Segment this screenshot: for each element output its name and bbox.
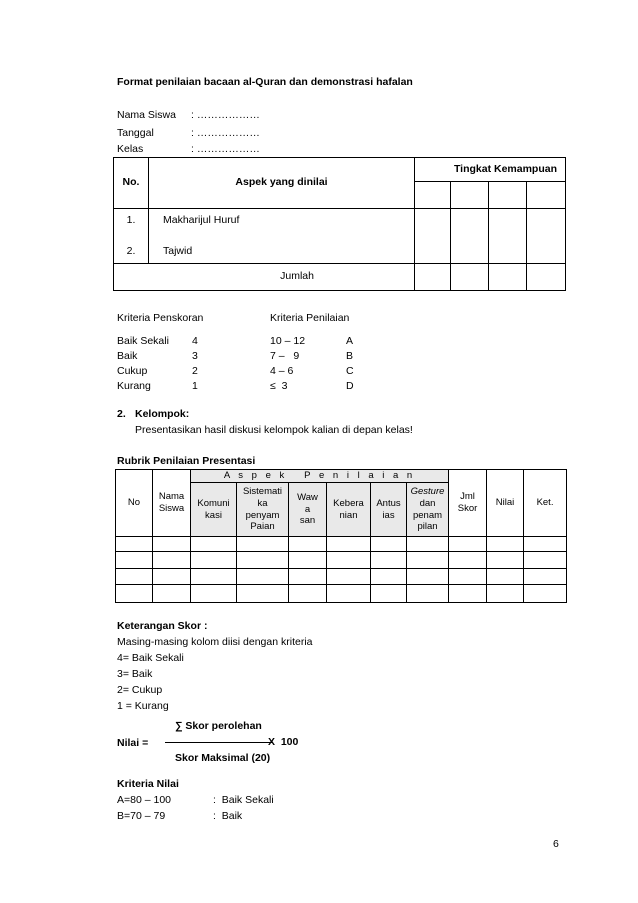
level-cell (489, 209, 527, 264)
level-cell (527, 182, 566, 209)
col-ket-header: Ket. (524, 470, 567, 537)
kriteria-grade: D (346, 380, 354, 392)
nilai-range: A=80 – 100 (117, 794, 172, 806)
kriteria-label: Baik (117, 350, 138, 362)
col-jml-line: Jml (460, 491, 475, 503)
aspek-line: Waw (297, 491, 318, 503)
table-row (116, 537, 567, 552)
kriteria-grade: B (346, 350, 354, 362)
aspek-line: kasi (205, 509, 222, 521)
level-cell (415, 182, 451, 209)
identity-label: Tanggal (117, 127, 154, 139)
keterangan-line: 4= Baik Sekali (117, 652, 184, 664)
col-jml-header (449, 470, 487, 537)
level-cell (489, 264, 527, 291)
col-nama-header (153, 470, 191, 537)
formula-multiplier: X 100 (268, 736, 299, 748)
kriteria-score: 1 (192, 380, 198, 392)
table-row (116, 552, 567, 569)
kelompok-text: Presentasikan hasil diskusi kelompok kalian di depan kelas! (135, 424, 413, 436)
kriteria-grade: A (346, 335, 354, 347)
level-cell (527, 264, 566, 291)
aspek-line: pilan (417, 521, 438, 533)
page-heading: Format penilaian bacaan al-Quran dan demonstrasi hafalan (117, 76, 413, 88)
aspek-line: nian (339, 509, 358, 521)
aspek-komunikasi (191, 483, 237, 537)
level-cell (451, 209, 489, 264)
col-jml-line: Skor (457, 503, 478, 514)
level-cell (415, 264, 451, 291)
page-number: 6 (553, 838, 559, 850)
col-aspek-header: Aspek yang dinilai (149, 158, 415, 209)
aspek-line: Gesture (410, 485, 445, 497)
col-nama-line: Siswa (158, 503, 185, 514)
kriteria-score: 2 (192, 365, 198, 377)
aspek-line: dan (419, 497, 436, 509)
aspek-keberanian (327, 483, 371, 537)
kriteria-nilai-title: Kriteria Nilai (117, 778, 179, 790)
kriteria-label: Baik Sekali (117, 335, 169, 347)
rubrik-title: Rubrik Penilaian Presentasi (117, 455, 256, 467)
table-row (116, 569, 567, 585)
aspek-line: a (304, 503, 311, 515)
aspek-sistematika (237, 483, 289, 537)
rubrik-table (115, 469, 567, 603)
formula-denominator: Skor Maksimal (20) (175, 752, 271, 764)
keterangan-line: 1 = Kurang (117, 700, 169, 712)
col-nama-line: Nama (158, 491, 185, 503)
kriteria-range: ≤ 3 (270, 380, 288, 392)
jumlah-label: Jumlah (114, 264, 415, 291)
aspek-line: san (299, 515, 316, 527)
kriteria-penskoran-title: Kriteria Penskoran (117, 312, 204, 324)
nilai-range: B=70 – 79 (117, 810, 166, 822)
row-no: 1. (126, 213, 136, 226)
row-aspek: Makharijul Huruf (163, 213, 240, 226)
row-numbers (114, 209, 149, 264)
kriteria-label: Cukup (117, 365, 148, 377)
aspek-line: Kebera (333, 497, 364, 509)
kelompok-title: Kelompok: (135, 408, 190, 420)
identity-label: Nama Siswa (117, 109, 176, 121)
col-no-header: No. (114, 158, 149, 209)
row-aspects (149, 209, 415, 264)
aspek-line: Paian (250, 521, 275, 533)
aspek-wawasan (289, 483, 327, 537)
aspek-line: penam (412, 509, 443, 521)
kriteria-range: 4 – 6 (270, 365, 294, 377)
aspek-antusias (371, 483, 407, 537)
level-cell (489, 182, 527, 209)
level-cell (527, 209, 566, 264)
level-cell (451, 182, 489, 209)
level-cell (451, 264, 489, 291)
keterangan-line: 3= Baik (117, 668, 153, 680)
aspek-line: Antus (376, 497, 401, 509)
keterangan-title: Keterangan Skor : (117, 620, 208, 632)
col-no-header: No (116, 470, 153, 537)
level-cell (415, 209, 451, 264)
aspek-gesture (407, 483, 449, 537)
fraction-line (165, 742, 273, 743)
keterangan-line: 2= Cukup (117, 684, 163, 696)
kriteria-label: Kurang (117, 380, 151, 392)
nilai-desc: : Baik (213, 810, 243, 822)
col-nilai-header: Nilai (487, 470, 524, 537)
row-aspek: Tajwid (163, 245, 193, 257)
kriteria-score: 3 (192, 350, 198, 362)
col-tingkat-header: Tingkat Kemampuan (415, 158, 566, 182)
keterangan-line: Masing-masing kolom diisi dengan kriteria (117, 636, 313, 648)
nilai-desc: : Baik Sekali (213, 794, 274, 806)
aspek-line: Komuni (197, 497, 230, 509)
aspek-line: Sistemati (242, 485, 283, 497)
identity-value: : ……………… (191, 143, 260, 155)
row-no: 2. (126, 245, 136, 257)
aspek-line: penyam (245, 509, 280, 521)
formula-numerator: ∑ Skor perolehan (175, 720, 262, 732)
aspek-line: ka (257, 497, 268, 509)
table-row (116, 585, 567, 603)
formula-label: Nilai = (117, 737, 149, 749)
kriteria-range: 7 – 9 (270, 350, 300, 362)
kriteria-penilaian-title: Kriteria Penilaian (270, 312, 350, 324)
kriteria-grade: C (346, 365, 354, 377)
identity-value: : ……………… (191, 127, 260, 139)
identity-label: Kelas (117, 143, 144, 155)
aspek-header: A s p e k P e n i l a i a n (191, 470, 449, 483)
kriteria-score: 4 (192, 335, 198, 347)
assessment-table (113, 157, 566, 291)
identity-value: : ……………… (191, 109, 260, 121)
aspek-line: ias (382, 509, 395, 521)
kelompok-number: 2. (117, 408, 126, 420)
kriteria-range: 10 – 12 (270, 335, 306, 347)
